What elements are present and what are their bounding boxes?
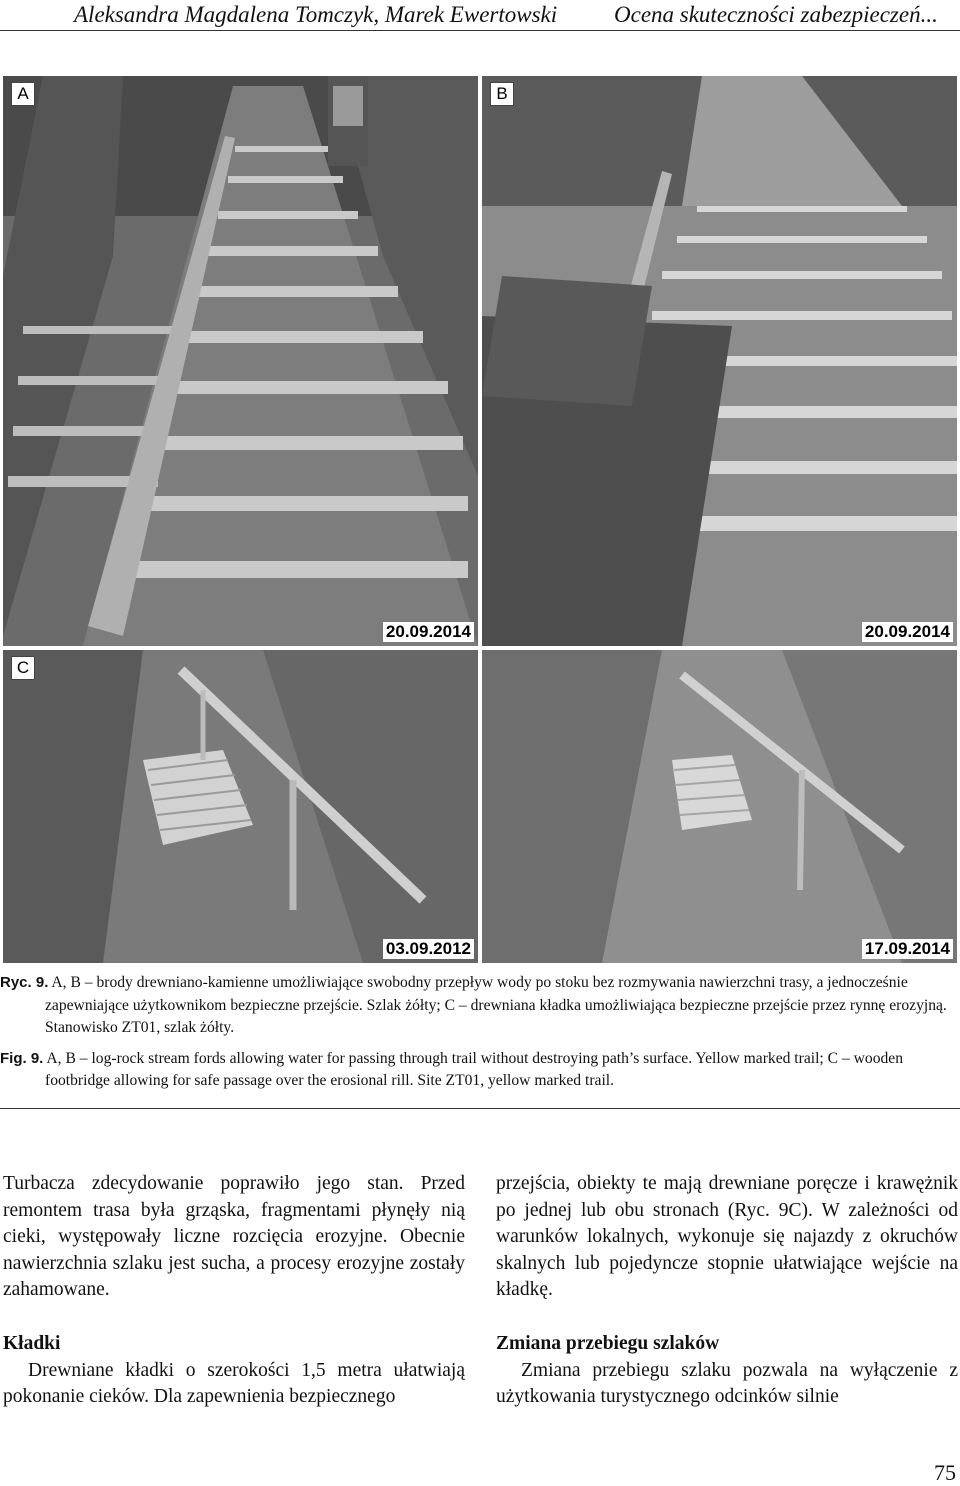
panel-date-c: 03.09.2012 <box>383 939 474 959</box>
caption-polish-label: Ryc. 9. <box>0 974 49 991</box>
running-header <box>0 0 960 30</box>
panel-date-b: 20.09.2014 <box>862 622 953 642</box>
panel-date-a: 20.09.2014 <box>383 622 474 642</box>
caption-english-text: A, B – log-rock stream fords allowing water for passing through trail without destroying path’s surface. Yellow marked trail; C – wooden footbridge allowing for safe passage over the erosional rill. Site ZT01, yellow marked trail. <box>45 1049 904 1090</box>
text-column-right <box>496 1171 958 1411</box>
photo-a-illustration <box>3 76 478 646</box>
caption-separator <box>0 1108 960 1109</box>
photo-d-illustration <box>482 650 957 963</box>
photo-b-illustration <box>482 76 957 646</box>
photo-panel-a <box>3 76 478 646</box>
header-authors: Aleksandra Magdalena Tomczyk, Marek Ewertowski <box>74 2 558 27</box>
photo-panel-b <box>482 76 957 646</box>
header-title: Ocena skuteczności zabezpieczeń... <box>614 2 938 27</box>
caption-polish <box>0 972 956 1040</box>
text-column-left <box>3 1171 465 1411</box>
figure-9 <box>3 76 957 963</box>
caption-english <box>0 1048 956 1093</box>
right-paragraph-2: Zmiana przebiegu szlaku pozwala na wyłączenie z użytkowania turystycznego odcinków silnie <box>496 1359 958 1408</box>
section-heading-zmiana: Zmiana przebiegu szlaków <box>496 1332 720 1354</box>
panel-label-c: C <box>11 656 35 680</box>
right-paragraph-1: przejścia, obiekty te mają drewniane poręcze i krawężnik po jednej lub obu stronach (Ryc. 9C). W zależności od warunków lokalnych, wykonuje się najazdy z okruchów skalnych lub pojedyncze stopnie ułatwiające wejście na kładkę. <box>496 1173 958 1301</box>
caption-polish-text: A, B – brody drewniano-kamienne umożliwiające swobodny przepływ wody po stoku bez rozmywania nawierzchni trasy, a jednocześnie zapewniające użytkownikom bezpieczne przejście. Szlak żółty; C – drewniana kładka umożliwiająca bezpieczne przejście przez rynnę erozyjną. Stanowisko ZT01, szlak żółty. <box>45 974 947 1037</box>
header-rule <box>0 30 960 31</box>
left-paragraph-2: Drewniane kładki o szerokości 1,5 metra ułatwiają pokonanie cieków. Dla zapewnienia bezpiecznego <box>3 1359 465 1408</box>
figure-caption <box>0 972 960 1093</box>
photo-panel-c <box>3 650 478 963</box>
photo-panel-d <box>482 650 957 963</box>
photo-c-illustration <box>3 650 478 963</box>
page-number: 75 <box>934 1460 956 1485</box>
section-heading-kladki: Kładki <box>3 1332 61 1354</box>
panel-label-b: B <box>490 82 514 106</box>
caption-english-label: Fig. 9. <box>0 1049 44 1067</box>
left-paragraph-1: Turbacza zdecydowanie poprawiło jego stan. Przed remontem trasa była grząska, fragmentami płynęły nią cieki, występowały liczne rozcięcia erozyjne. Obecnie nawierzchnia szlaku jest sucha, a procesy erozyjne zostały zahamowane. <box>3 1173 465 1301</box>
panel-date-d: 17.09.2014 <box>862 939 953 959</box>
panel-label-a: A <box>11 82 35 106</box>
